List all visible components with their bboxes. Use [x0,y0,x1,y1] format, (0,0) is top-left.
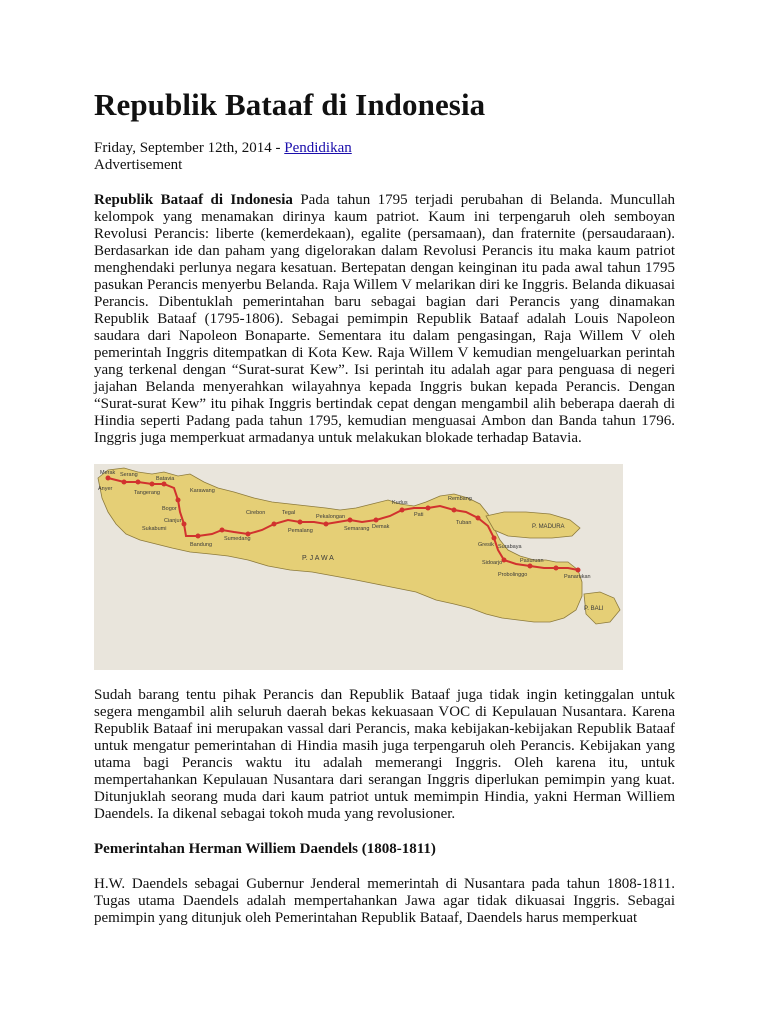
city-label: Panarukan [564,574,591,580]
paragraph-second: Sudah barang tentu pihak Perancis dan Republik Bataaf juga tidak ingin ketinggalan untuk segera mengambil alih seluruh daerah bekas kekuasaan VOC di Kepulauan Nusantara. Karena Republik Bataaf ini merupakan vassal dari Perancis, maka kebijakan-kebijakan Republik Bataaf untuk mengatur pemerintahan di Hindia masih juga terpengaruh oleh Perancis. Kebijakan yang utama bagi Perancis waktu itu adalah memerangi Inggris. Oleh karena itu, untuk mempertahankan Kepulauan Nusantara dari serangan Inggris diperlukan pemimpin yang kuat. Ditunjuklah seorang muda dari kaum patriot untuk memimpin Hindia, yakni Herman Williem Daendels. Ia dikenal sebagai tokoh muda yang revolusioner. [94,687,675,822]
city-label: Sumedang [224,536,251,542]
city-label: Karawang [190,488,215,494]
city-label: Pasuruan [520,558,544,564]
java-map-image [94,464,623,670]
city-label: Bandung [190,542,213,548]
city-label: Bogor [162,506,177,512]
article-meta [94,140,675,157]
city-label: Batavia [156,476,175,482]
city-label: Cirebon [246,510,266,516]
city-label: Semarang [344,526,370,532]
city-label: Serang [120,472,138,478]
city-label: Sidoarjo [482,560,503,566]
java-map [94,464,623,670]
city-label: Pemalang [288,528,313,534]
city-label: Merak [100,470,116,476]
island-label: P. J A W A [302,555,334,562]
city-label: Tangerang [134,490,160,496]
category-link[interactable]: Pendidikan [284,140,352,156]
paragraph-third: H.W. Daendels sebagai Gubernur Jenderal memerintah di Nusantara pada tahun 1808-1811. Tugas utama Daendels adalah mempertahankan Jawa agar tidak dikuasai Inggris. Sebagai pemimpin yang ditunjuk oleh Pemerintahan Republik Bataaf, Daendels harus memperkuat [94,876,675,926]
city-label: Surabaya [498,544,522,550]
article [94,86,675,927]
article-title: Republik Bataaf di Indonesia [94,87,486,122]
city-label: Gresik [478,542,494,548]
city-label: Demak [372,524,390,530]
paragraph-intro [94,192,675,447]
section-heading: Pemerintahan Herman Williem Daendels (1808-1811) [94,841,436,857]
bali-label: P. BALI [584,606,604,612]
paragraph-lead: Republik Bataaf di Indonesia [94,192,293,208]
city-label: Pati [414,512,424,518]
city-label: Cianjur [164,518,182,524]
city-label: Anyer [98,486,113,492]
advertisement-label: Advertisement [94,157,183,173]
city-label: Kudus [392,500,408,506]
city-label: Pekalongan [316,514,346,520]
meta-separator: - [271,140,285,156]
city-label: Rembang [448,496,472,502]
city-label: Sukabumi [142,526,167,532]
city-label: Tuban [456,520,472,526]
city-label: Tegal [282,510,296,516]
publish-date: Friday, September 12th, 2014 [94,140,272,156]
city-label: Probolinggo [498,572,528,578]
madura-label: P. MADURA [532,524,565,530]
paragraph-intro-text: Pada tahun 1795 terjadi perubahan di Belanda. Muncullah kelompok yang menamakan dirinya kaum patriot. Kaum ini terpengaruh oleh semboyan Revolusi Perancis: liberte (kemerdekaan), egalite (persamaan), dan fraternite (persaudaraan). Berdasarkan ide dan paham yang digelorakan dalam Revolusi Perancis itu maka kaum patriot menghendaki perlunya negara kesatuan. Bertepatan dengan keinginan itu pada awal tahun 1795 pasukan Perancis menyerbu Belanda. Raja Willem V melarikan diri ke Inggris. Belanda dikuasai Perancis. Dibentuklah pemerintahan baru sebagai bagian dari Perancis yang dinamakan Republik Bataaf (1795-1806). Sebagai pemimpin Republik Bataaf adalah Louis Napoleon saudara dari Napoleon Bonaparte. Sementara itu dalam pengasingan, Raja Willem V oleh pemerintah Inggris ditempatkan di Kota Kew. Raja Willem V kemudian mengeluarkan perintah yang terkenal dengan “Surat-surat Kew”. Isi perintah itu adalah agar para penguasa di negeri jajahan Belanda menyerahkan wilayahnya kepada Inggris bukan kepada Perancis. Dengan “Surat-surat Kew” itu pihak Inggris bertindak cepat dengan mengambil alih beberapa daerah di Hindia seperti Padang pada tahun 1795, kemudian menguasai Ambon dan Banda tahun 1796. Inggris juga memperkuat armadanya untuk melakukan blokade terhadap Batavia. [94,192,675,446]
